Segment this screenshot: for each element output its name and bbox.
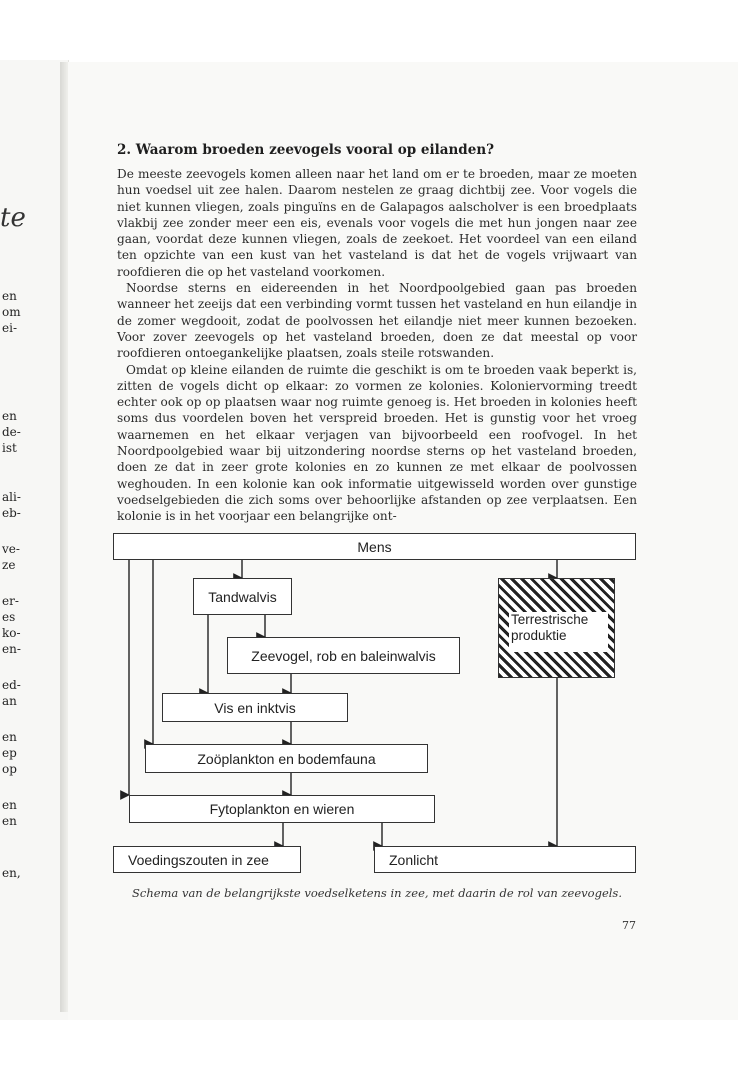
page-number: 77 [622, 919, 636, 932]
left-page-fragment: ep [2, 746, 17, 760]
left-page-fragment: de- [2, 425, 21, 439]
left-page-fragment: es [2, 610, 16, 624]
paragraph-3: Omdat op kleine eilanden de ruimte die geschikt is om te broeden vaak beperkt is, zitten de vogels dicht op elkaar: zo vormen ze kolonies. Koloniervorming treedt echter ook op op plaatsen waar nog ruimte genoeg is. Het broeden in kolonies heeft soms dus voordelen boven het verspreid broeden. Het is gunstig voor het vroeg waarnemen en het elkaar verjagen van bijvoorbeeld een roofvogel. In het Noordpoolgebied waar bij uitzondering noordse sterns op het vasteland broeden, doen ze dat in zeer grote kolonies en zo kunnen ze met elkaar de poolvossen weghouden. In een kolonie kan ook informatie uitgewisseld worden over gunstige voedselgebieden die zich soms over behoorlijke afstanden op zee verplaatsen. Een kolonie is in het voorjaar een belangrijke ont- [117, 362, 637, 524]
left-page-fragment: er- [2, 594, 19, 608]
left-page-fragment: en, [2, 866, 21, 880]
left-page-fragment: ze [2, 558, 16, 572]
box-tandwalvis: Tandwalvis [193, 578, 292, 615]
left-page-fragment: ed- [2, 678, 21, 692]
box-fytoplankton: Fytoplankton en wieren [129, 795, 435, 823]
left-page-fragment-large: te [0, 203, 26, 233]
terrestrische-label-line-1: Terrestrische [511, 612, 589, 627]
left-page-fragment: ko- [2, 626, 21, 640]
left-page-fragment: en- [2, 642, 21, 656]
box-mens: Mens [113, 533, 636, 560]
left-page-fragment: ei- [2, 321, 17, 335]
section-heading: 2. Waarom broeden zeevogels vooral op eilanden? [117, 142, 495, 158]
box-zooplankton: Zoöplankton en bodemfauna [145, 744, 428, 773]
box-zonlicht: Zonlicht [374, 846, 636, 873]
left-page-fragment: eb- [2, 506, 21, 520]
paragraph-1: De meeste zeevogels komen alleen naar het land om er te broeden, maar ze moeten hun voedsel uit zee halen. Daarom nestelen ze graag dichtbij zee. Voor vogels die niet kunnen vliegen, zoals pinguïns en de Galapagos aalscholver is een broedplaats vlakbij zee zonder meer een eis, evenals voor vogels die met hun jongen naar zee gaan, voordat deze kunnen vliegen, zoals de zeekoet. Het voordeel van een eiland ten opzichte van een kust van het vasteland is dat het de vogels vrijwaart van roofdieren die op het vasteland voorkomen. [117, 167, 637, 279]
left-page-fragment: en [2, 798, 17, 812]
left-page-fragment: om [2, 305, 21, 319]
terrestrische-label-line-2: produktie [511, 628, 567, 643]
left-page-fragment: ve- [2, 542, 20, 556]
paragraph-2: Noordse sterns en eidereenden in het Noordpoolgebied gaan pas broeden wanneer het zeeijs dat een verbinding vormt tussen het vasteland en hun eilandje in de zomer wegdooit, zodat de poolvossen het eilandje niet meer kunnen bezoeken. Voor zover zeevogels op het vasteland broeden, doen ze dat meestal op voor roofdieren ontoegankelijke plaatsen, zoals steile rotswanden. [117, 281, 637, 361]
box-vis: Vis en inktvis [162, 693, 348, 722]
terrestrische-label [509, 612, 608, 652]
left-page-fragment: op [2, 762, 17, 776]
left-page-fragment: an [2, 694, 17, 708]
left-page-fragment: en [2, 289, 17, 303]
left-page-fragment: en [2, 409, 17, 423]
left-page-fragment: ist [2, 441, 17, 455]
box-zeevogel: Zeevogel, rob en baleinwalvis [227, 637, 460, 674]
figure-caption: Schema van de belangrijkste voedselketens in zee, met daarin de rol van zeevogels. [132, 886, 622, 900]
box-voedingszouten: Voedingszouten in zee [113, 846, 301, 873]
box-terrestrische-produktie [498, 578, 615, 678]
left-page-fragment: ali- [2, 490, 21, 504]
left-page-fragment: en [2, 814, 17, 828]
left-page-fragment: en [2, 730, 17, 744]
